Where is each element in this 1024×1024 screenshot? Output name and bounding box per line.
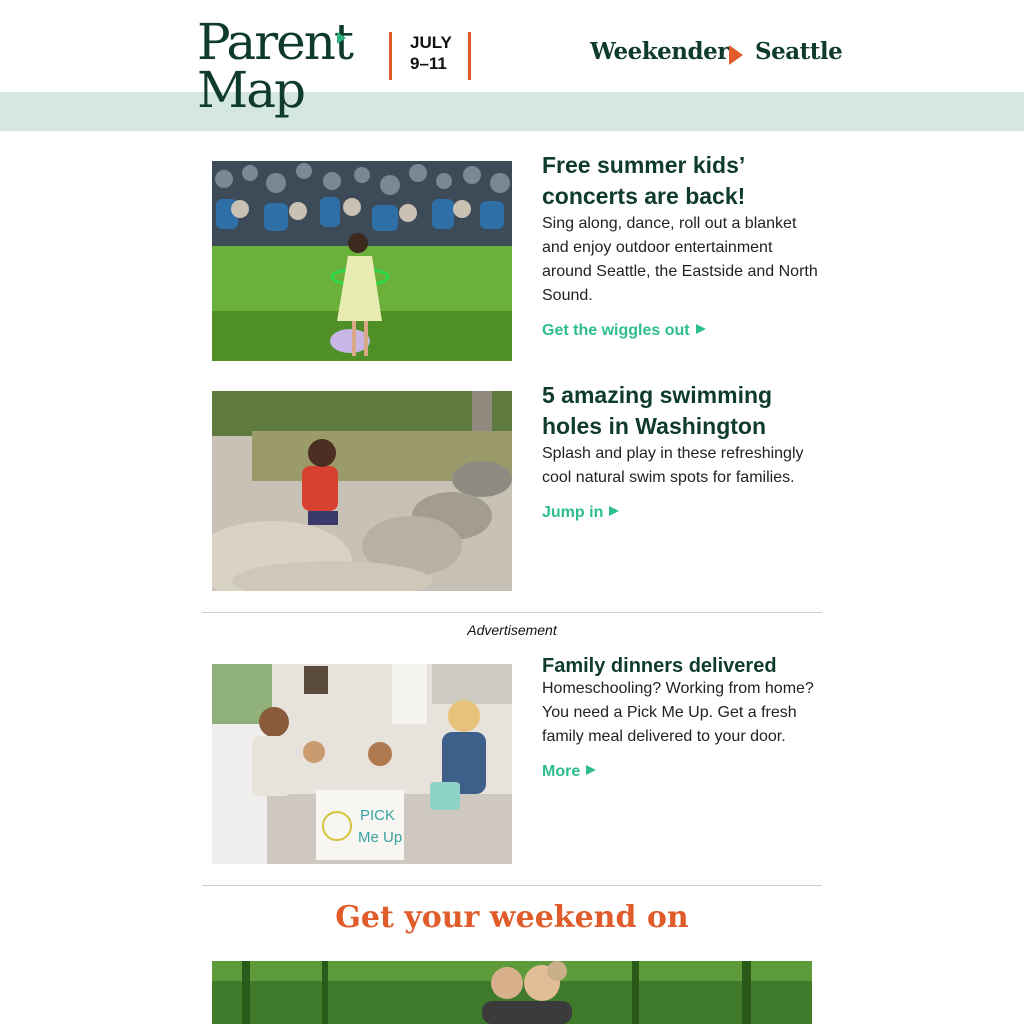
- article-title[interactable]: 5 amazing swimming holes in Washington: [542, 382, 773, 439]
- swimming-hole-photo[interactable]: [212, 391, 512, 591]
- sign-text-me-up: Me Up: [358, 829, 403, 846]
- article-link[interactable]: [542, 503, 619, 523]
- date-month: JULY: [410, 33, 452, 52]
- article-link[interactable]: [542, 321, 706, 341]
- advertisement-label: Advertisement: [467, 622, 557, 638]
- section-heading: Get your weekend on: [335, 900, 689, 935]
- logo-text-map: Map: [197, 61, 305, 119]
- newsletter-name: Weekender: [590, 38, 729, 65]
- date-range: 9–11: [410, 54, 447, 73]
- parentmap-logo[interactable]: [197, 14, 357, 124]
- sign-text-pick: PICK: [360, 807, 396, 824]
- article-description: Sing along, dance, roll out a blanket and enjoy outdoor entertainment around Seattle, the Eastside and North Sound.: [542, 215, 818, 304]
- ad-link-label: More: [542, 763, 581, 780]
- ad-description: Homeschooling? Working from home? You need a Pick Me Up. Get a fresh family meal delivered to your door.: [542, 680, 814, 745]
- header-band: [0, 92, 1024, 131]
- ad-link[interactable]: [542, 762, 596, 782]
- logo-text-parent: Parent: [197, 13, 352, 71]
- pick-me-up-ad-photo[interactable]: [212, 664, 512, 864]
- divider: [202, 885, 822, 886]
- play-arrow-icon: [609, 506, 619, 516]
- logo-play-icon: [337, 32, 346, 44]
- divider: [202, 612, 822, 613]
- play-arrow-icon: [586, 765, 596, 775]
- concert-photo[interactable]: [212, 161, 512, 361]
- article-description: Splash and play in these refreshingly cool natural swim spots for families.: [542, 445, 804, 486]
- article-link-label: Get the wiggles out: [542, 322, 690, 339]
- article-link-label: Jump in: [542, 504, 604, 521]
- weekend-hero-photo[interactable]: [212, 961, 812, 1024]
- ad-title[interactable]: Family dinners delivered: [542, 655, 777, 677]
- city-name: Seattle: [755, 38, 843, 65]
- article-title[interactable]: Free summer kids’ concerts are back!: [542, 152, 746, 209]
- issue-date: [389, 32, 471, 80]
- play-arrow-icon: [696, 324, 706, 334]
- play-arrow-icon: [729, 45, 743, 65]
